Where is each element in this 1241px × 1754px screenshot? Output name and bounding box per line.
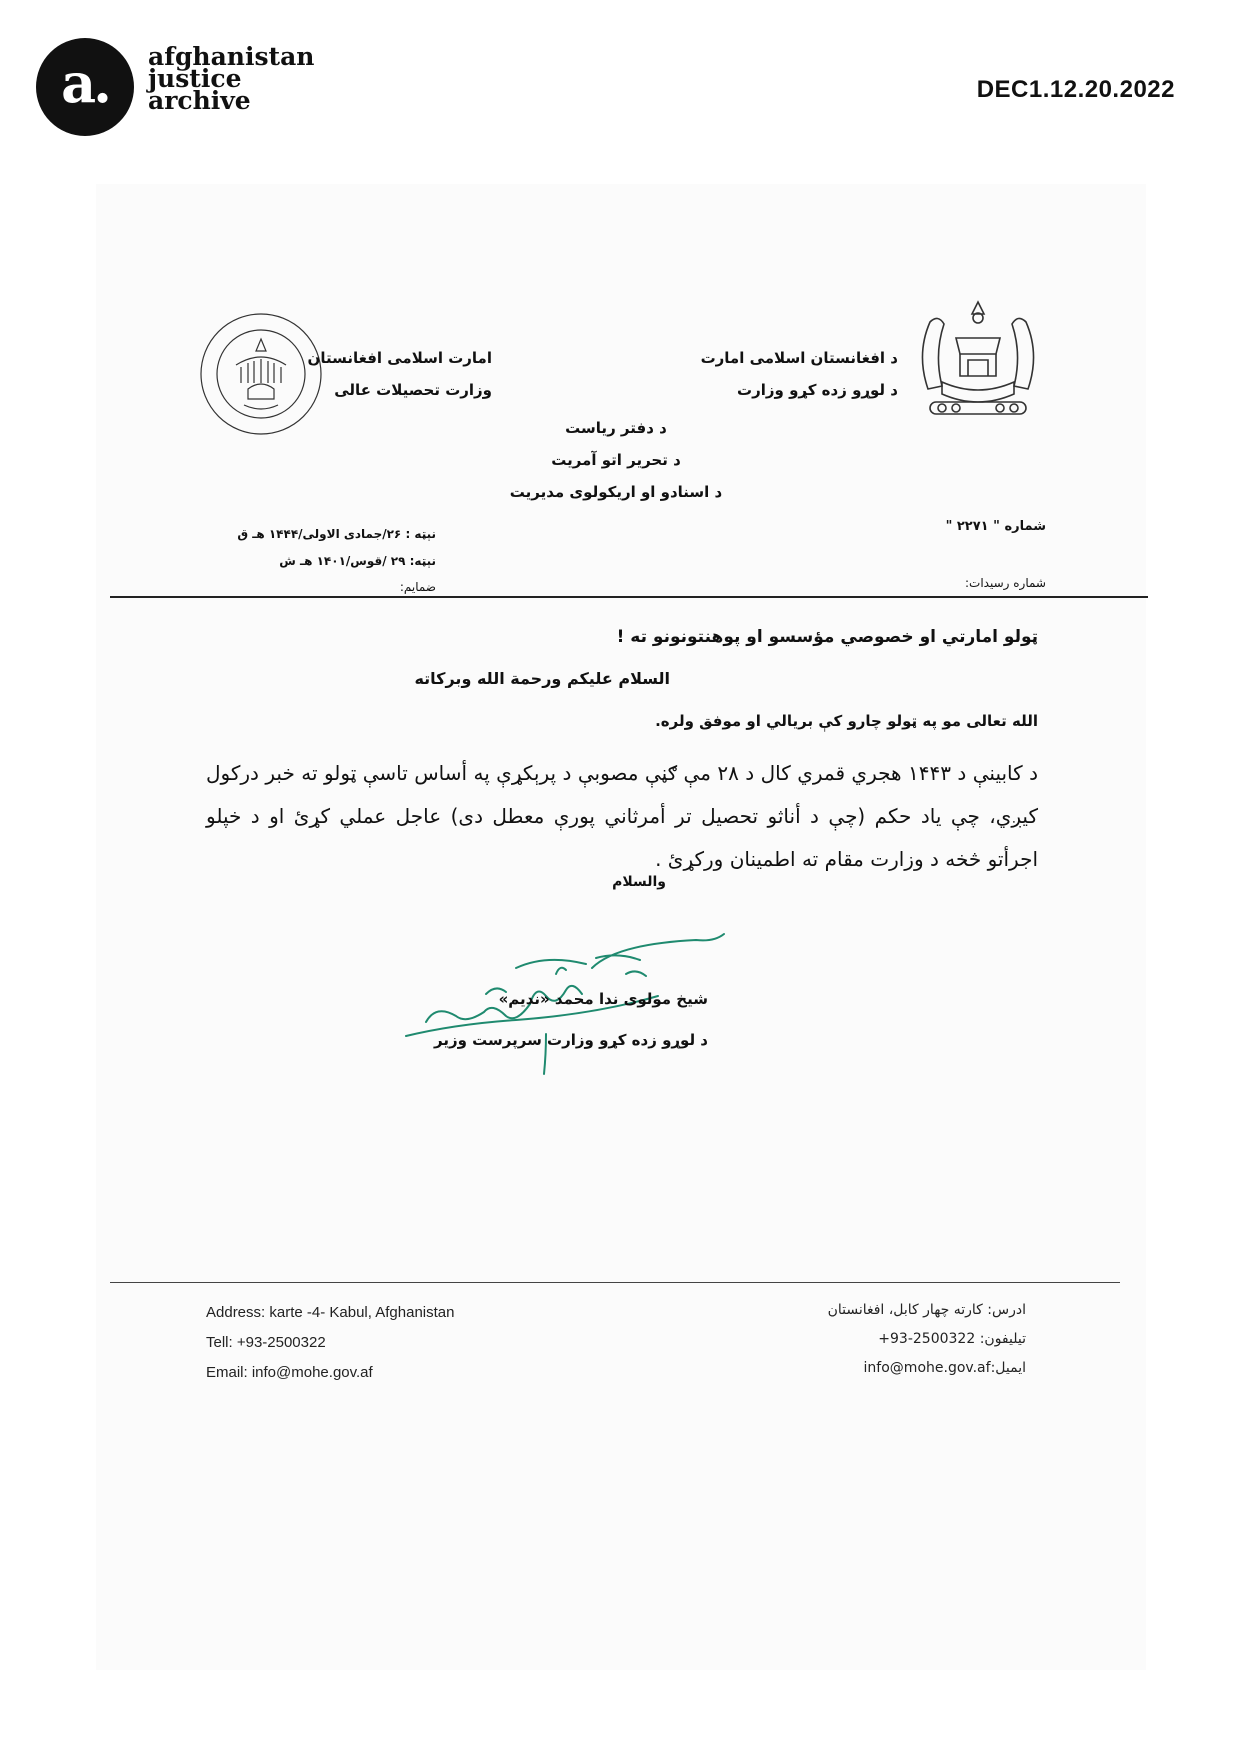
letterhead-right (638, 342, 898, 406)
letterhead-right-line-1: د افغانستان اسلامی امارت (700, 349, 898, 367)
office-line-3: د اسنادو او اریکولوی مدیریت (509, 483, 723, 501)
date-solar: نېټه: ۲۹ /قوس/۱۴۰۱ هـ ش (279, 554, 436, 568)
archive-name (148, 42, 315, 115)
document-code: DEC1.12.20.2022 (976, 76, 1175, 103)
office-line-1: د دفتر ریاست (565, 419, 667, 437)
closing: والسلام (612, 874, 666, 890)
letterhead-left-line-1: امارت اسلامی افغانستان (307, 349, 492, 367)
archive-name-line-3: archive (148, 86, 251, 115)
archive-logo (36, 38, 134, 136)
main-text: د کابینې د ۱۴۴۳ هجري قمري کال د ۲۸ مې ګڼې مصوبې د پرېکړې په أساس تاسې ټولو ته خبر درکول کيږي، چې ياد حکم (چې د أناثو تحصيل تر أمرثاني پورې معطل دی) عاجل عملي کړئ او د خپلو اجرأتو څخه د وزارت مقام ته اطمينان ورکړئ . (206, 761, 1038, 871)
footer-english (206, 1299, 454, 1389)
office-line-2: د تحریر اتو آمریت (551, 451, 681, 469)
addressee: ټولو امارتي او خصوصي مؤسسو او پوهنتونونو ته ! (616, 627, 1038, 647)
signer-title: د لوړو زده کړو وزارت سرپرست وزیر (434, 1031, 708, 1049)
archive-name-line-1: afghanistan (148, 42, 315, 71)
footer-fa-address: ادرس: کارته چهار کابل، افغانستان (827, 1302, 1026, 1318)
letterhead-left-line-2: وزارت تحصیلات عالی (334, 381, 492, 399)
receipt-number: شماره رسیدات: (965, 576, 1046, 590)
letter-number: شماره " ۲۲۷۱ " (945, 519, 1046, 534)
footer-en-tel: Tell: +93-2500322 (206, 1334, 326, 1351)
footer-en-email: Email: info@mohe.gov.af (206, 1364, 373, 1381)
footer-fa-email: ایمیل:info@mohe.gov.af (863, 1360, 1026, 1376)
footer-fa-tel: تیلیفون: 2500322-93+ (878, 1331, 1026, 1347)
emirate-emblem-icon (908, 294, 1048, 424)
footer-divider (110, 1282, 1120, 1283)
letterhead-right-line-2: د لوړو زده کړو وزارت (737, 381, 898, 399)
signer-name: شیخ مولوی ندا محمد «ندیم» (498, 990, 708, 1008)
office-block (476, 412, 756, 508)
header-divider (110, 596, 1148, 598)
archive-logo-mark: a. (61, 51, 109, 115)
footer-en-address: Address: karte -4- Kabul, Afghanistan (206, 1304, 455, 1321)
letter-page (96, 184, 1146, 1670)
attachments-label: ضمایم: (399, 580, 436, 594)
footer-persian (828, 1296, 1026, 1383)
date-hijri: نېټه : ۲۶/جمادی الاولی/۱۴۴۴ هـ ق (237, 527, 436, 541)
blessing: الله تعالی مو په ټولو چارو کې بريالي او موفق ولره. (655, 712, 1038, 730)
archive-name-line-2: justice (148, 64, 242, 93)
letterhead-left (232, 342, 492, 406)
salutation: السلام علیکم ورحمة الله وبرکاته (414, 669, 670, 688)
